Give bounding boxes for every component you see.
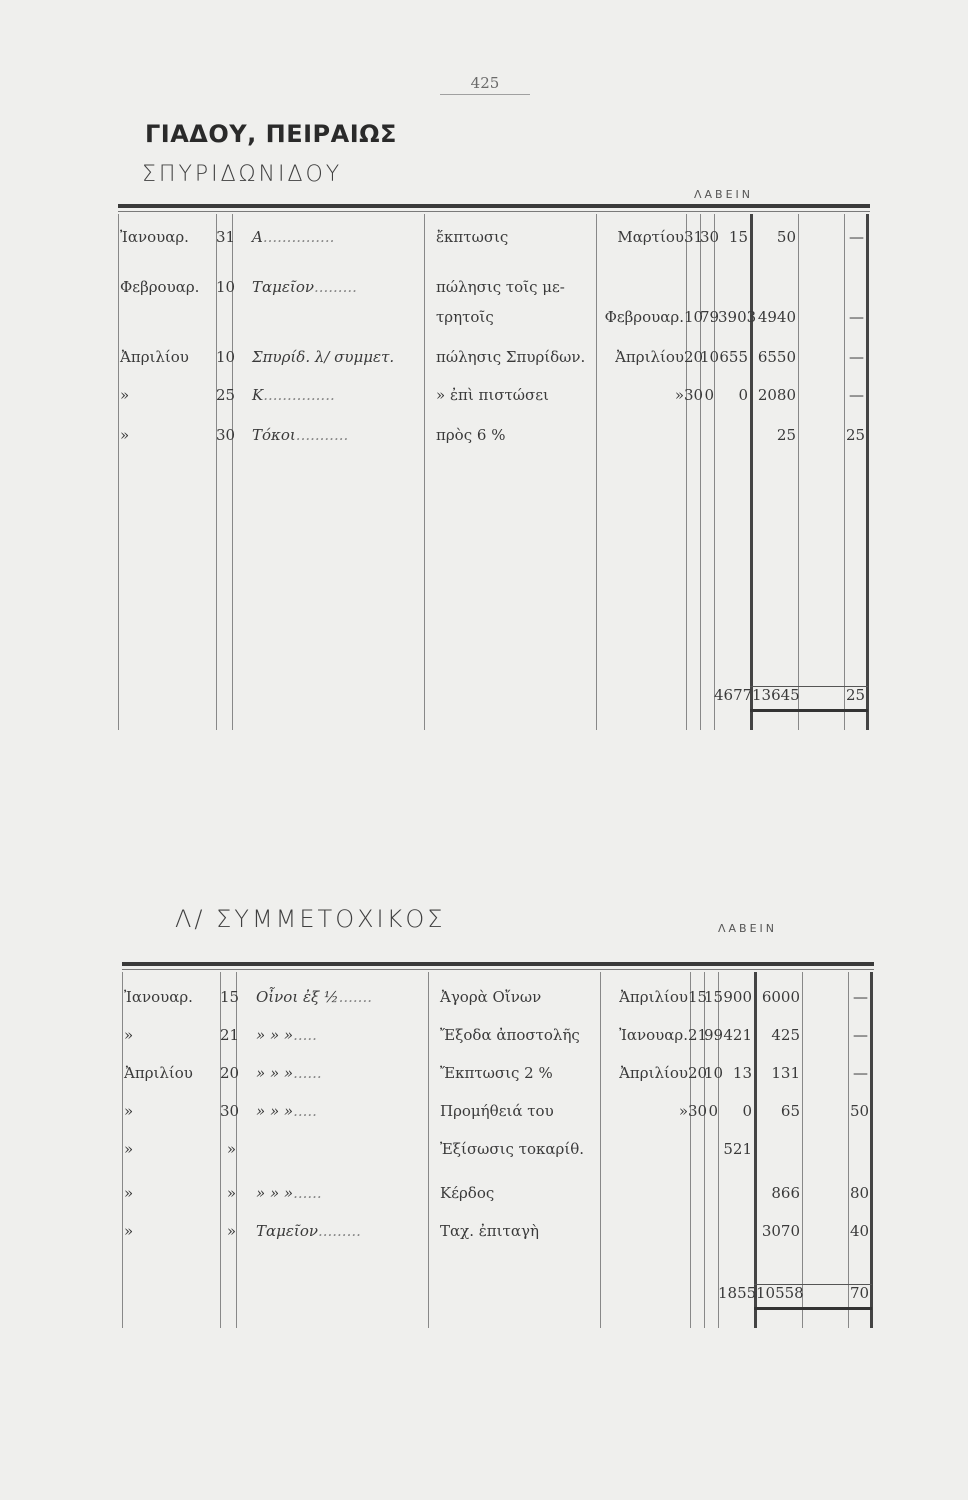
cell-days: 99 bbox=[704, 1026, 724, 1044]
cell-cday: 30 bbox=[688, 1102, 708, 1120]
cell-day: 25 bbox=[216, 386, 236, 404]
leader-dots: ........... bbox=[295, 426, 349, 444]
ledger-row bbox=[122, 1058, 874, 1088]
leader-dots: ...... bbox=[293, 1184, 322, 1202]
cell-desc: Ἔξοδα ἀποστολῆς bbox=[440, 1026, 580, 1044]
total-amt: 13645 bbox=[752, 686, 800, 704]
ledger-row bbox=[122, 1020, 874, 1050]
cell-acct: Α............... bbox=[252, 228, 335, 246]
leader-dots: ......... bbox=[313, 278, 357, 296]
cell-desc: πρὸς 6 % bbox=[436, 426, 506, 444]
cell-acct: Τόκοι........... bbox=[252, 426, 349, 444]
cell-dec: — bbox=[849, 386, 864, 404]
cell-days: 79 bbox=[700, 308, 720, 326]
leader-dots: ..... bbox=[293, 1102, 317, 1120]
cell-amt: 131 bbox=[771, 1064, 800, 1082]
cell-month: Ἰανουαρ. bbox=[120, 228, 189, 246]
cell-n1: 0 bbox=[738, 386, 748, 404]
cell-cmonth: Ἀπριλίου bbox=[619, 988, 688, 1006]
cell-amt: 50 bbox=[776, 228, 796, 246]
cell-amt: 4940 bbox=[757, 308, 796, 326]
cell-dec: — bbox=[853, 988, 868, 1006]
cell-day: 30 bbox=[216, 426, 236, 444]
cell-desc: Ἔκπτωσις 2 % bbox=[440, 1064, 553, 1082]
account-subheading-2: Λ/ ΣΥΜΜΕΤΟΧΙΚΟΣ bbox=[175, 905, 446, 933]
cell-month: Ἰανουαρ. bbox=[124, 988, 193, 1006]
ledger-row bbox=[118, 380, 870, 410]
cell-dec: — bbox=[849, 348, 864, 366]
total-dec: 70 bbox=[850, 1284, 870, 1302]
cell-n1: 0 bbox=[742, 1102, 752, 1120]
cell-amt: 2080 bbox=[757, 386, 796, 404]
leader-dots: ....... bbox=[338, 988, 372, 1006]
cell-days: 10 bbox=[700, 348, 720, 366]
cell-day: 10 bbox=[216, 278, 236, 296]
cell-n1: 655 bbox=[719, 348, 748, 366]
credit-column-heading: ΛΑΒΕΙΝ bbox=[694, 188, 754, 201]
total-dec: 25 bbox=[846, 686, 866, 704]
cell-days: 10 bbox=[704, 1064, 724, 1082]
ledger-row bbox=[122, 1216, 874, 1246]
cell-dec: — bbox=[853, 1064, 868, 1082]
total-n1: 1855 bbox=[718, 1284, 757, 1302]
cell-cday: 20 bbox=[684, 348, 704, 366]
cell-month: » bbox=[124, 1102, 134, 1120]
cell-amt: 65 bbox=[780, 1102, 800, 1120]
cell-month: » bbox=[120, 426, 130, 444]
cell-month: Φεβρουαρ. bbox=[120, 278, 200, 296]
totals-row bbox=[122, 1278, 874, 1308]
cell-n1: 13 bbox=[732, 1064, 752, 1082]
cell-cday: 20 bbox=[688, 1064, 708, 1082]
cell-dec: — bbox=[853, 1026, 868, 1044]
cell-dec: 25 bbox=[846, 426, 866, 444]
ledger-row bbox=[118, 302, 870, 332]
cell-acct: » » »...... bbox=[256, 1064, 322, 1082]
cell-day: » bbox=[226, 1184, 236, 1202]
cell-acct: Ταμεῖον......... bbox=[252, 278, 357, 296]
totals-row bbox=[118, 680, 870, 710]
ledger-row bbox=[122, 1178, 874, 1208]
cell-n1: 3903 bbox=[718, 308, 757, 326]
ledger-row bbox=[118, 222, 870, 252]
cell-day: » bbox=[226, 1140, 236, 1158]
cell-cmonth: Φεβρουαρ. bbox=[604, 308, 684, 326]
cell-acct: » » »...... bbox=[256, 1184, 322, 1202]
cell-days: 0 bbox=[704, 386, 714, 404]
cell-n1: 521 bbox=[723, 1140, 752, 1158]
ledger-table-1 bbox=[118, 204, 870, 728]
cell-cday: 10 bbox=[684, 308, 704, 326]
cell-acct: » » »..... bbox=[256, 1026, 317, 1044]
leader-dots: ..... bbox=[293, 1026, 317, 1044]
cell-month: » bbox=[124, 1222, 134, 1240]
cell-acct: Σπυρίδ. λ/ συμμετ. bbox=[252, 348, 395, 366]
ledger-row bbox=[122, 982, 874, 1012]
cell-desc: ἔκπτωσις bbox=[436, 228, 509, 246]
cell-cmonth: Ἀπριλίου bbox=[615, 348, 684, 366]
cell-amt: 425 bbox=[771, 1026, 800, 1044]
cell-desc: » ἐπὶ πιστώσει bbox=[436, 386, 549, 404]
leader-dots: ............... bbox=[262, 228, 335, 246]
cell-day: 31 bbox=[216, 228, 236, 246]
ledger-row bbox=[118, 342, 870, 372]
cell-amt: 6550 bbox=[757, 348, 796, 366]
cell-acct: Κ............... bbox=[252, 386, 335, 404]
cell-cday: 21 bbox=[688, 1026, 708, 1044]
cell-n1: 15 bbox=[728, 228, 748, 246]
cell-cday: 15 bbox=[688, 988, 708, 1006]
cell-acct: » » »..... bbox=[256, 1102, 317, 1120]
leader-dots: ...... bbox=[293, 1064, 322, 1082]
ledger-row bbox=[118, 420, 870, 450]
cell-cmonth: » bbox=[678, 1102, 688, 1120]
cell-month: Ἀπριλίου bbox=[120, 348, 189, 366]
cell-n1: 421 bbox=[723, 1026, 752, 1044]
cell-acct: Ταμεῖον......... bbox=[256, 1222, 361, 1240]
cell-desc: Ἀγορὰ Οἴνων bbox=[440, 988, 542, 1006]
cell-desc: Προμήθειά του bbox=[440, 1102, 554, 1120]
cell-amt: 866 bbox=[771, 1184, 800, 1202]
cell-dec: — bbox=[849, 228, 864, 246]
cell-desc: πώλησις Σπυρίδων. bbox=[436, 348, 586, 366]
cell-days: 15 bbox=[704, 988, 724, 1006]
total-amt: 10558 bbox=[756, 1284, 804, 1302]
cell-n1: 900 bbox=[723, 988, 752, 1006]
ledger-table-2 bbox=[122, 962, 874, 1326]
cell-month: » bbox=[124, 1140, 134, 1158]
cell-cday: 30 bbox=[684, 386, 704, 404]
cell-desc: Ἐξίσωσις τοκαρίθ. bbox=[440, 1140, 585, 1158]
leader-dots: ............... bbox=[263, 386, 335, 404]
total-n1: 4677 bbox=[714, 686, 753, 704]
cell-month: » bbox=[120, 386, 130, 404]
cell-desc: τρητοῖς bbox=[436, 308, 494, 326]
cell-day: » bbox=[226, 1222, 236, 1240]
cell-desc: πώλησις τοῖς με- bbox=[436, 278, 565, 296]
ledger-row bbox=[122, 1134, 874, 1164]
cell-day: 30 bbox=[220, 1102, 240, 1120]
leader-dots: ......... bbox=[317, 1222, 361, 1240]
cell-acct: Οἶνοι ἐξ ½....... bbox=[256, 988, 372, 1006]
cell-day: 21 bbox=[220, 1026, 240, 1044]
cell-day: 20 bbox=[220, 1064, 240, 1082]
cell-amt: 25 bbox=[776, 426, 796, 444]
cell-days: 0 bbox=[708, 1102, 718, 1120]
cell-cmonth: Ἀπριλίου bbox=[619, 1064, 688, 1082]
cell-cmonth: Μαρτίου bbox=[617, 228, 684, 246]
cell-dec: — bbox=[849, 308, 864, 326]
cell-desc: Κέρδος bbox=[440, 1184, 495, 1202]
cell-dec: 80 bbox=[850, 1184, 870, 1202]
credit-column-heading-2: ΛΑΒΕΙΝ bbox=[718, 922, 778, 935]
cell-cmonth: » bbox=[674, 386, 684, 404]
cell-month: » bbox=[124, 1184, 134, 1202]
cell-dec: 40 bbox=[850, 1222, 870, 1240]
cell-cday: 31 bbox=[684, 228, 704, 246]
cell-desc: Ταχ. ἐπιταγὴ bbox=[440, 1222, 539, 1240]
cell-cmonth: Ἰανουαρ. bbox=[619, 1026, 688, 1044]
cell-amt: 3070 bbox=[761, 1222, 800, 1240]
cell-month: » bbox=[124, 1026, 134, 1044]
cell-days: 30 bbox=[700, 228, 720, 246]
page-number: 425 bbox=[440, 74, 530, 95]
account-heading: ΓΙΑΔΟΥ, ΠΕΙΡΑΙΩΣ bbox=[145, 120, 397, 148]
ledger-row bbox=[122, 1096, 874, 1126]
cell-day: 10 bbox=[216, 348, 236, 366]
cell-amt: 6000 bbox=[761, 988, 800, 1006]
cell-day: 15 bbox=[220, 988, 240, 1006]
ledger-row bbox=[118, 272, 870, 302]
cell-month: Ἀπριλίου bbox=[124, 1064, 193, 1082]
account-subheading: ΣΠΥΡΙΔΩΝΙΔΟΥ bbox=[142, 162, 343, 187]
cell-dec: 50 bbox=[850, 1102, 870, 1120]
